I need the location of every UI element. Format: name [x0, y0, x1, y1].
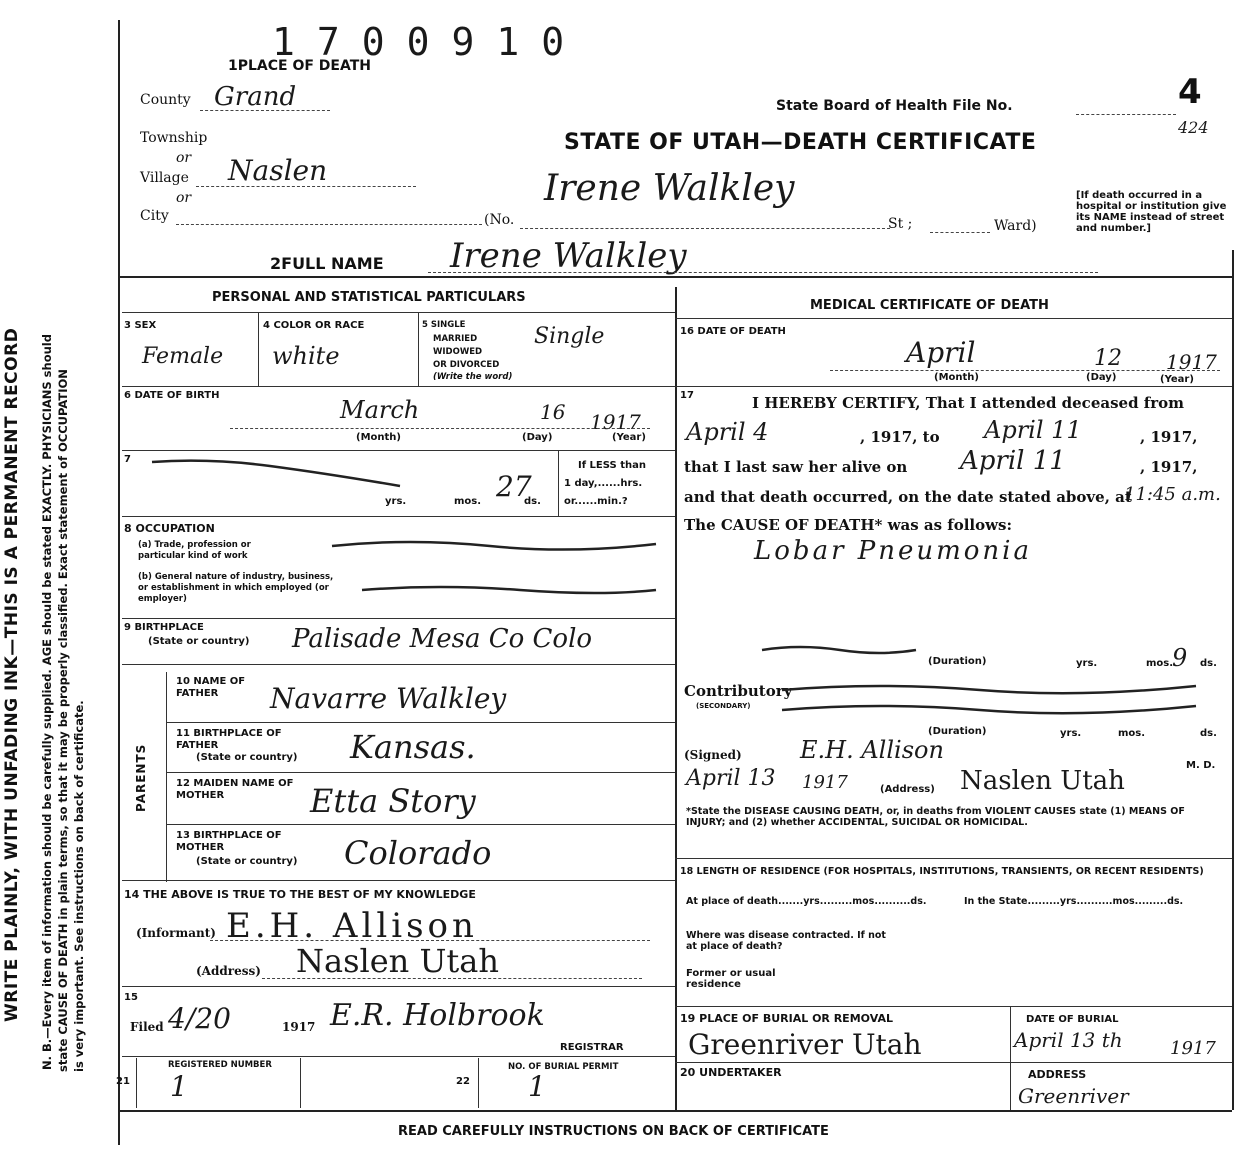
birthplace-value: Palisade Mesa Co Colo	[292, 624, 593, 654]
residence-label: 18 LENGTH OF RESIDENCE (FOR HOSPITALS, INSTITUTIONS, TRANSIENTS, OR RECENT RESIDENTS)	[680, 866, 1204, 877]
address-label: (Address)	[196, 964, 261, 978]
informant-value: E.H. Allison	[226, 906, 478, 946]
filed-label: Filed	[130, 1020, 164, 1034]
occurred-time: 11:45 a.m.	[1124, 484, 1221, 505]
less-than-2: 1 day,......hrs.	[564, 478, 643, 489]
row-rule-1	[122, 386, 675, 387]
row-rule-3	[122, 516, 675, 517]
field-22: 22	[456, 1076, 470, 1087]
attend-to-value: April 11	[984, 416, 1082, 444]
bottom-border	[118, 1110, 1232, 1112]
marital-write-word: (Write the word)	[433, 372, 513, 382]
burial-date-label: DATE OF BURIAL	[1026, 1014, 1119, 1025]
father-birth-sub: (State or country)	[196, 752, 298, 763]
former-residence: Former or usual residence	[686, 968, 776, 990]
sex-label: 3 SEX	[124, 320, 157, 331]
parents-left-rule	[166, 672, 167, 882]
row-rule-2	[122, 450, 675, 451]
burial-date-year: 1917	[1170, 1038, 1216, 1059]
nb-note-line3: is very important. See instructions on back of certificate.	[72, 700, 86, 1072]
age-yrs: yrs.	[385, 496, 407, 507]
dob-year-caption: (Year)	[612, 432, 646, 443]
dob-day-caption: (Day)	[522, 432, 553, 443]
attend-from-value: April 4	[686, 418, 769, 446]
personal-section-title: PERSONAL AND STATISTICAL PARTICULARS	[212, 290, 526, 305]
medical-rule-4	[675, 1062, 1232, 1063]
village-line	[196, 186, 416, 187]
undertaker-address-label: ADDRESS	[1028, 1068, 1087, 1081]
marital-value: Single	[534, 324, 605, 349]
duration-ds-1: ds.	[1200, 658, 1217, 669]
name-handwritten: Irene Walkley	[544, 168, 795, 209]
field-21: 21	[116, 1076, 130, 1087]
registrar-label: REGISTRAR	[560, 1042, 624, 1053]
file-number-line	[1076, 114, 1176, 115]
color-value: white	[272, 342, 340, 370]
attend-from-year: , 1917, to	[860, 428, 940, 446]
ward-line	[930, 232, 990, 233]
mother-birth-sub: (State or country)	[196, 856, 298, 867]
birthplace-sub: (State or country)	[148, 636, 250, 647]
duration-value: 9	[1172, 644, 1188, 672]
county-value: Grand	[214, 82, 297, 112]
file-number-label: State Board of Health File No.	[776, 98, 1013, 114]
age-ds: ds.	[524, 496, 541, 507]
top-border	[118, 276, 1232, 278]
institution-note: [If death occurred in a hospital or institution give its NAME instead of street and number.]	[1076, 190, 1227, 234]
cause-extra-mark	[760, 640, 920, 660]
date-of-death-month: April	[906, 336, 976, 369]
age-divider	[558, 450, 559, 516]
filed-value: 4/20	[168, 1002, 231, 1035]
burial-place-label: 19 PLACE OF BURIAL OR REMOVAL	[680, 1012, 893, 1025]
parents-label: PARENTS	[134, 743, 148, 812]
address-value: Naslen Utah	[296, 942, 499, 980]
state-note: *State the DISEASE CAUSING DEATH, or, in deaths from VIOLENT CAUSES state (1) MEANS OF INJURY; and (2) whether ACCIDENTAL, SUICIDAL OR HOMICIDAL.	[686, 806, 1185, 828]
filed-year: 1917	[282, 1020, 316, 1034]
place-of-death-label: 1PLACE OF DEATH	[228, 58, 372, 74]
last-saw-year: , 1917,	[1140, 458, 1198, 476]
duration-yrs-2: yrs.	[1060, 728, 1082, 739]
occurred-text: and that death occurred, on the date stated above, at	[684, 488, 1132, 506]
occupation-b-mark	[360, 580, 660, 600]
burial-permit-value: 1	[528, 1070, 546, 1103]
sign-address-value: Naslen Utah	[960, 766, 1125, 796]
township-label: Township	[140, 130, 208, 146]
dob-month-caption: (Month)	[356, 432, 401, 443]
address-line	[262, 978, 642, 979]
date-of-death-day: 12	[1094, 346, 1122, 371]
father-birth-label: 11 BIRTHPLACE OF FATHER	[176, 728, 282, 751]
village-label: Village	[140, 170, 189, 186]
certify-num: 17	[680, 390, 694, 401]
sex-value: Female	[142, 344, 224, 369]
dob-day: 16	[540, 400, 566, 424]
marital-married: MARRIED	[433, 334, 478, 344]
duration-label-1: (Duration)	[928, 656, 987, 667]
occupation-label: 8 OCCUPATION	[124, 522, 215, 535]
attend-to-year: , 1917,	[1140, 428, 1198, 446]
page-number: 4	[1178, 72, 1202, 112]
informant-line	[210, 940, 650, 941]
sign-year: 1917	[802, 772, 848, 793]
row-rule-9	[122, 880, 675, 881]
sex-divider	[258, 312, 259, 386]
dob-year: 1917	[590, 410, 641, 434]
contributory-mark	[780, 676, 1200, 716]
reg-number-value: 1	[170, 1070, 188, 1103]
certify-text: I HEREBY CERTIFY, That I attended deceased from	[752, 394, 1185, 412]
sign-date: April 13	[686, 766, 776, 791]
st-label: St ;	[888, 216, 913, 232]
village-value: Naslen	[228, 154, 328, 187]
occupation-a: (a) Trade, profession or particular kind of work	[138, 540, 251, 561]
center-divider	[675, 287, 677, 1110]
nb-note-line2: state CAUSE OF DEATH in plain terms, so that it may be properly classified. Exact statement of OCCUPATION	[56, 369, 70, 1072]
county-line	[200, 110, 330, 111]
duration-yrs-1: yrs.	[1076, 658, 1098, 669]
less-than-1: If LESS than	[578, 460, 646, 471]
filed-num: 15	[124, 992, 138, 1003]
duration-mos-2: mos.	[1118, 728, 1146, 739]
reg-number-box-left	[136, 1058, 137, 1108]
file-number-handwritten: 424	[1178, 118, 1209, 137]
date-of-death-label: 16 DATE OF DEATH	[680, 326, 786, 337]
county-label: County	[140, 92, 191, 108]
mother-birth-value: Colorado	[344, 834, 492, 872]
city-line	[176, 224, 482, 225]
informant-heading: 14 THE ABOVE IS TRUE TO THE BEST OF MY KNOWLEDGE	[124, 888, 476, 901]
mother-value: Etta Story	[310, 782, 476, 820]
burial-permit-box-left	[478, 1058, 479, 1108]
cause-value: Lobar Pneumonia	[754, 536, 1032, 566]
reg-number-label: REGISTERED NUMBER	[168, 1060, 272, 1070]
age-days-value: 27	[496, 470, 532, 503]
less-than-3: or......min.?	[564, 496, 628, 507]
certificate-number: 1700910	[272, 20, 587, 64]
informant-label: (Informant)	[136, 926, 216, 940]
duration-label-2: (Duration)	[928, 726, 987, 737]
marital-widowed: WIDOWED	[433, 347, 483, 357]
row-rule-8	[166, 824, 675, 825]
occupation-a-mark	[330, 536, 660, 556]
full-name-value: Irene Walkley	[450, 236, 687, 276]
color-label: 4 COLOR OR RACE	[263, 320, 365, 331]
medical-rule-2	[675, 858, 1232, 859]
last-saw-text: that I last saw her alive on	[684, 458, 908, 476]
footer-instructions: READ CAREFULLY INSTRUCTIONS ON BACK OF CERTIFICATE	[398, 1124, 829, 1139]
row-rule-6	[166, 722, 675, 723]
sign-address-label: (Address)	[880, 784, 935, 795]
date-of-death-year: 1917	[1166, 350, 1217, 374]
full-name-label: 2FULL NAME	[270, 254, 384, 273]
medical-section-title: MEDICAL CERTIFICATE OF DEATH	[810, 298, 1049, 313]
undertaker-label: 20 UNDERTAKER	[680, 1066, 782, 1079]
ward-label: Ward)	[994, 218, 1037, 234]
certificate-title: STATE OF UTAH—DEATH CERTIFICATE	[564, 130, 1037, 155]
right-border	[1232, 250, 1234, 1110]
street-line	[520, 228, 890, 229]
date-of-death-line	[830, 370, 1220, 371]
in-the-state: In the State.........yrs..........mos.........ds.	[964, 896, 1184, 907]
no-label: (No.	[484, 212, 515, 228]
undertaker-address-value: Greenriver	[1018, 1084, 1129, 1108]
personal-title-rule	[122, 312, 675, 313]
birthplace-label: 9 BIRTHPLACE	[124, 622, 204, 633]
md-label: M. D.	[1186, 760, 1216, 771]
secondary-label: (SECONDARY)	[696, 702, 751, 710]
father-label: 10 NAME OF FATHER	[176, 676, 246, 699]
medical-title-rule	[675, 318, 1232, 319]
row-rule-11	[122, 1056, 675, 1057]
medical-rule-1	[675, 386, 1232, 387]
medical-rule-3	[675, 1006, 1232, 1007]
age-label: 7	[124, 454, 131, 465]
dob-month: March	[340, 396, 420, 424]
date-of-death-month-caption: (Month)	[934, 372, 979, 383]
burial-date-divider	[1010, 1006, 1011, 1110]
father-birth-value: Kansas.	[350, 728, 476, 766]
date-of-death-year-caption: (Year)	[1160, 374, 1194, 385]
marital-divorced: OR DIVORCED	[433, 360, 500, 370]
signed-value: E.H. Allison	[800, 736, 944, 764]
occupation-b: (b) General nature of industry, business, or establishment in which employed (or employer)	[138, 572, 334, 604]
color-divider	[418, 312, 419, 386]
burial-date-value: April 13 th	[1014, 1028, 1123, 1052]
row-rule-5	[122, 664, 675, 665]
age-dash-mark	[150, 456, 410, 492]
dob-label: 6 DATE OF BIRTH	[124, 390, 220, 401]
row-rule-10	[122, 986, 675, 987]
date-of-death-day-caption: (Day)	[1086, 372, 1117, 383]
or-label-2: or	[176, 190, 192, 206]
contributory-label: Contributory	[684, 682, 793, 700]
mother-birth-label: 13 BIRTHPLACE OF MOTHER	[176, 830, 282, 853]
nb-note-line1: N. B.—Every item of information should be carefully supplied. AGE should be stated EXACTLY. PHYSICIANS should	[40, 334, 54, 1070]
left-border	[118, 20, 120, 1145]
marital-single: 5 SINGLE	[422, 320, 466, 330]
registrar-signature: E.R. Holbrook	[330, 998, 545, 1033]
duration-mos-1: mos.	[1146, 658, 1174, 669]
burial-place-value: Greenriver Utah	[688, 1028, 922, 1061]
city-label: City	[140, 208, 169, 224]
write-plainly-note: WRITE PLAINLY, WITH UNFADING INK—THIS IS A PERMANENT RECORD	[2, 327, 22, 1022]
cause-text: The CAUSE OF DEATH* was as follows:	[684, 516, 1013, 534]
row-rule-4	[122, 618, 675, 619]
last-saw-value: April 11	[960, 446, 1066, 476]
dob-line	[230, 428, 650, 429]
father-value: Navarre Walkley	[270, 682, 507, 715]
full-name-line	[428, 272, 1098, 273]
duration-ds-2: ds.	[1200, 728, 1217, 739]
or-label-1: or	[176, 150, 192, 166]
at-place-of-death: At place of death.......yrs.........mos..........ds.	[686, 896, 927, 907]
age-mos: mos.	[454, 496, 482, 507]
mother-label: 12 MAIDEN NAME OF MOTHER	[176, 778, 294, 801]
disease-contracted: Where was disease contracted. If not at place of death?	[686, 930, 886, 952]
burial-permit-label: NO. OF BURIAL PERMIT	[508, 1062, 619, 1072]
reg-number-box-right	[300, 1058, 301, 1108]
row-rule-7	[166, 772, 675, 773]
signed-label: (Signed)	[684, 748, 742, 762]
